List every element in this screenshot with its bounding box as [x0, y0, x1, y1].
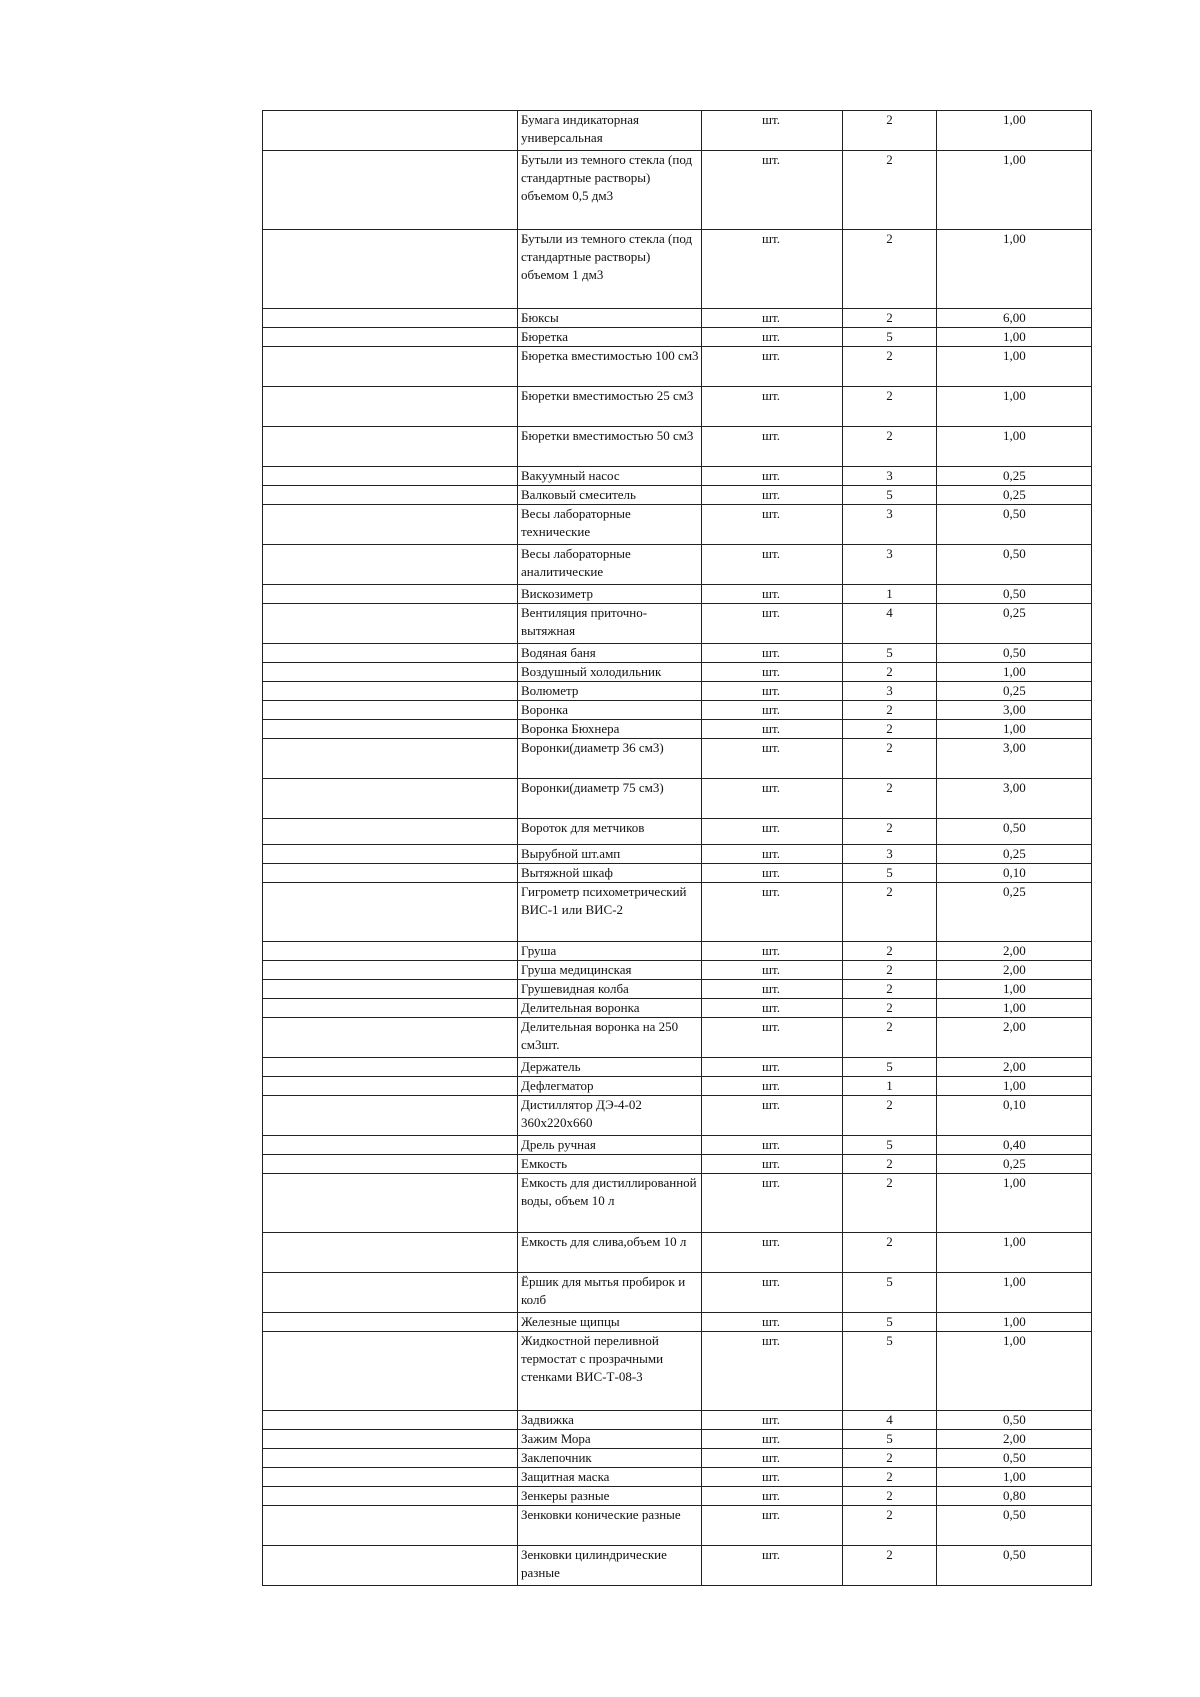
table-row: [263, 545, 1092, 585]
item-name-cell: Железные щипцы: [518, 1313, 702, 1332]
table-row: [263, 779, 1092, 819]
empty-cell: [263, 585, 518, 604]
quantity-cell: 2: [843, 1096, 937, 1136]
empty-cell: [263, 505, 518, 545]
table-row: [263, 819, 1092, 845]
quantity-cell: 5: [843, 1430, 937, 1449]
item-name-cell: Воронка Бюхнера: [518, 720, 702, 739]
table-row: [263, 1487, 1092, 1506]
item-name-cell: Бюретки вместимостью 25 см3: [518, 387, 702, 427]
item-name-cell: Груша медицинская: [518, 961, 702, 980]
empty-cell: [263, 999, 518, 1018]
quantity-cell: 5: [843, 1058, 937, 1077]
table-row: [263, 961, 1092, 980]
empty-cell: [263, 779, 518, 819]
value-cell: 0,50: [937, 585, 1092, 604]
unit-cell: шт.: [702, 505, 843, 545]
unit-cell: шт.: [702, 739, 843, 779]
value-cell: 0,25: [937, 883, 1092, 942]
value-cell: 6,00: [937, 309, 1092, 328]
value-cell: 1,00: [937, 1077, 1092, 1096]
item-name-cell: Зажим Мора: [518, 1430, 702, 1449]
table-row: [263, 151, 1092, 230]
unit-cell: шт.: [702, 980, 843, 999]
quantity-cell: 5: [843, 644, 937, 663]
value-cell: 0,10: [937, 864, 1092, 883]
empty-cell: [263, 739, 518, 779]
quantity-cell: 2: [843, 1155, 937, 1174]
empty-cell: [263, 387, 518, 427]
item-name-cell: Бумага индикаторная универсальная: [518, 111, 702, 151]
empty-cell: [263, 1506, 518, 1546]
unit-cell: шт.: [702, 151, 843, 230]
empty-cell: [263, 1468, 518, 1487]
item-name-cell: Делительная воронка на 250 см3шт.: [518, 1018, 702, 1058]
table-row: [263, 1155, 1092, 1174]
item-name-cell: Дефлегматор: [518, 1077, 702, 1096]
empty-cell: [263, 1546, 518, 1586]
table-row: [263, 427, 1092, 467]
table-row: [263, 347, 1092, 387]
empty-cell: [263, 1096, 518, 1136]
empty-cell: [263, 942, 518, 961]
value-cell: 0,40: [937, 1136, 1092, 1155]
empty-cell: [263, 486, 518, 505]
unit-cell: шт.: [702, 427, 843, 467]
value-cell: 2,00: [937, 942, 1092, 961]
unit-cell: шт.: [702, 644, 843, 663]
item-name-cell: Держатель: [518, 1058, 702, 1077]
quantity-cell: 1: [843, 1077, 937, 1096]
item-name-cell: Бюретки вместимостью 50 см3: [518, 427, 702, 467]
quantity-cell: 2: [843, 883, 937, 942]
unit-cell: шт.: [702, 328, 843, 347]
item-name-cell: Вентиляция приточно-вытяжная: [518, 604, 702, 644]
table-row: [263, 111, 1092, 151]
item-name-cell: Емкость: [518, 1155, 702, 1174]
value-cell: 1,00: [937, 663, 1092, 682]
quantity-cell: 2: [843, 1487, 937, 1506]
value-cell: 0,50: [937, 819, 1092, 845]
unit-cell: шт.: [702, 779, 843, 819]
quantity-cell: 2: [843, 1449, 937, 1468]
table-row: [263, 309, 1092, 328]
quantity-cell: 2: [843, 942, 937, 961]
unit-cell: шт.: [702, 1468, 843, 1487]
item-name-cell: Емкость для слива,объем 10 л: [518, 1233, 702, 1273]
unit-cell: шт.: [702, 1174, 843, 1233]
empty-cell: [263, 819, 518, 845]
item-name-cell: Бюксы: [518, 309, 702, 328]
empty-cell: [263, 1174, 518, 1233]
empty-cell: [263, 1273, 518, 1313]
unit-cell: шт.: [702, 486, 843, 505]
unit-cell: шт.: [702, 1411, 843, 1430]
item-name-cell: Вороток для метчиков: [518, 819, 702, 845]
item-name-cell: Воронки(диаметр 36 см3): [518, 739, 702, 779]
table-row: [263, 999, 1092, 1018]
empty-cell: [263, 1487, 518, 1506]
table-row: [263, 942, 1092, 961]
empty-cell: [263, 1155, 518, 1174]
item-name-cell: Грушевидная колба: [518, 980, 702, 999]
value-cell: 3,00: [937, 739, 1092, 779]
quantity-cell: 5: [843, 1273, 937, 1313]
quantity-cell: 2: [843, 701, 937, 720]
table-row: [263, 1430, 1092, 1449]
table-row: [263, 604, 1092, 644]
table-row: [263, 328, 1092, 347]
unit-cell: шт.: [702, 545, 843, 585]
quantity-cell: 2: [843, 1506, 937, 1546]
item-name-cell: Воронки(диаметр 75 см3): [518, 779, 702, 819]
value-cell: 1,00: [937, 230, 1092, 309]
empty-cell: [263, 1313, 518, 1332]
quantity-cell: 2: [843, 1546, 937, 1586]
value-cell: 1,00: [937, 427, 1092, 467]
value-cell: 0,10: [937, 1096, 1092, 1136]
unit-cell: шт.: [702, 1273, 843, 1313]
item-name-cell: Весы лабораторные технические: [518, 505, 702, 545]
empty-cell: [263, 1136, 518, 1155]
value-cell: 1,00: [937, 1468, 1092, 1487]
quantity-cell: 2: [843, 739, 937, 779]
unit-cell: шт.: [702, 701, 843, 720]
unit-cell: шт.: [702, 111, 843, 151]
unit-cell: шт.: [702, 1136, 843, 1155]
unit-cell: шт.: [702, 1155, 843, 1174]
quantity-cell: 2: [843, 230, 937, 309]
value-cell: 2,00: [937, 1430, 1092, 1449]
value-cell: 1,00: [937, 151, 1092, 230]
item-name-cell: Водяная баня: [518, 644, 702, 663]
empty-cell: [263, 845, 518, 864]
table-row: [263, 1449, 1092, 1468]
quantity-cell: 2: [843, 1468, 937, 1487]
table-row: [263, 1468, 1092, 1487]
item-name-cell: Волюметр: [518, 682, 702, 701]
value-cell: 1,00: [937, 720, 1092, 739]
value-cell: 0,25: [937, 682, 1092, 701]
unit-cell: шт.: [702, 1233, 843, 1273]
quantity-cell: 1: [843, 585, 937, 604]
table-row: [263, 387, 1092, 427]
item-name-cell: Бюретка: [518, 328, 702, 347]
quantity-cell: 2: [843, 347, 937, 387]
table-row: [263, 1018, 1092, 1058]
value-cell: 2,00: [937, 1018, 1092, 1058]
unit-cell: шт.: [702, 1546, 843, 1586]
empty-cell: [263, 663, 518, 682]
value-cell: 0,80: [937, 1487, 1092, 1506]
value-cell: 0,25: [937, 1155, 1092, 1174]
table-row: [263, 1096, 1092, 1136]
empty-cell: [263, 427, 518, 467]
value-cell: 0,50: [937, 644, 1092, 663]
item-name-cell: Зенковки конические разные: [518, 1506, 702, 1546]
item-name-cell: Гигрометр психометрический ВИС-1 или ВИС-2: [518, 883, 702, 942]
table-row: [263, 505, 1092, 545]
empty-cell: [263, 328, 518, 347]
unit-cell: шт.: [702, 1487, 843, 1506]
empty-cell: [263, 347, 518, 387]
value-cell: 1,00: [937, 1313, 1092, 1332]
value-cell: 1,00: [937, 1332, 1092, 1411]
table-row: [263, 720, 1092, 739]
quantity-cell: 2: [843, 720, 937, 739]
empty-cell: [263, 230, 518, 309]
quantity-cell: 5: [843, 328, 937, 347]
value-cell: 0,25: [937, 486, 1092, 505]
unit-cell: шт.: [702, 1449, 843, 1468]
value-cell: 1,00: [937, 347, 1092, 387]
unit-cell: шт.: [702, 999, 843, 1018]
item-name-cell: Емкость для дистиллированной воды, объем 10 л: [518, 1174, 702, 1233]
quantity-cell: 2: [843, 1174, 937, 1233]
unit-cell: шт.: [702, 942, 843, 961]
quantity-cell: 3: [843, 505, 937, 545]
value-cell: 3,00: [937, 701, 1092, 720]
unit-cell: шт.: [702, 1058, 843, 1077]
table-row: [263, 1233, 1092, 1273]
empty-cell: [263, 883, 518, 942]
unit-cell: шт.: [702, 309, 843, 328]
empty-cell: [263, 1058, 518, 1077]
table-row: [263, 1174, 1092, 1233]
value-cell: 3,00: [937, 779, 1092, 819]
table-row: [263, 701, 1092, 720]
unit-cell: шт.: [702, 961, 843, 980]
value-cell: 0,25: [937, 604, 1092, 644]
unit-cell: шт.: [702, 347, 843, 387]
table-row: [263, 486, 1092, 505]
table-row: [263, 739, 1092, 779]
item-name-cell: Груша: [518, 942, 702, 961]
quantity-cell: 4: [843, 1411, 937, 1430]
quantity-cell: 2: [843, 387, 937, 427]
value-cell: 1,00: [937, 387, 1092, 427]
table-row: [263, 467, 1092, 486]
unit-cell: шт.: [702, 663, 843, 682]
empty-cell: [263, 1449, 518, 1468]
unit-cell: шт.: [702, 1018, 843, 1058]
item-name-cell: Весы лабораторные аналитические: [518, 545, 702, 585]
unit-cell: шт.: [702, 1077, 843, 1096]
empty-cell: [263, 864, 518, 883]
unit-cell: шт.: [702, 230, 843, 309]
item-name-cell: Жидкостной переливной термостат с прозрачными стенками ВИС-Т-08-3: [518, 1332, 702, 1411]
quantity-cell: 5: [843, 1136, 937, 1155]
item-name-cell: Вакуумный насос: [518, 467, 702, 486]
item-name-cell: Защитная маска: [518, 1468, 702, 1487]
empty-cell: [263, 720, 518, 739]
equipment-table: [262, 110, 1092, 1586]
quantity-cell: 2: [843, 999, 937, 1018]
item-name-cell: Бутыли из темного стекла (под стандартные растворы) объемом 0,5 дм3: [518, 151, 702, 230]
quantity-cell: 2: [843, 111, 937, 151]
table-row: [263, 1058, 1092, 1077]
item-name-cell: Зенковки цилиндрические разные: [518, 1546, 702, 1586]
quantity-cell: 2: [843, 961, 937, 980]
unit-cell: шт.: [702, 1313, 843, 1332]
quantity-cell: 3: [843, 545, 937, 585]
unit-cell: шт.: [702, 387, 843, 427]
table-row: [263, 1273, 1092, 1313]
quantity-cell: 2: [843, 309, 937, 328]
quantity-cell: 3: [843, 467, 937, 486]
table-row: [263, 980, 1092, 999]
table-row: [263, 644, 1092, 663]
quantity-cell: 2: [843, 819, 937, 845]
empty-cell: [263, 467, 518, 486]
table-row: [263, 230, 1092, 309]
unit-cell: шт.: [702, 819, 843, 845]
unit-cell: шт.: [702, 845, 843, 864]
value-cell: 0,50: [937, 545, 1092, 585]
quantity-cell: 4: [843, 604, 937, 644]
table-row: [263, 682, 1092, 701]
value-cell: 0,50: [937, 1546, 1092, 1586]
value-cell: 1,00: [937, 1233, 1092, 1273]
item-name-cell: Задвижка: [518, 1411, 702, 1430]
quantity-cell: 2: [843, 779, 937, 819]
unit-cell: шт.: [702, 467, 843, 486]
empty-cell: [263, 980, 518, 999]
quantity-cell: 2: [843, 151, 937, 230]
empty-cell: [263, 961, 518, 980]
unit-cell: шт.: [702, 720, 843, 739]
empty-cell: [263, 644, 518, 663]
table-row: [263, 883, 1092, 942]
unit-cell: шт.: [702, 1332, 843, 1411]
item-name-cell: Дистиллятор ДЭ-4-02 360x220x660: [518, 1096, 702, 1136]
value-cell: 0,50: [937, 1449, 1092, 1468]
unit-cell: шт.: [702, 604, 843, 644]
item-name-cell: Ёршик для мытья пробирок и колб: [518, 1273, 702, 1313]
item-name-cell: Делительная воронка: [518, 999, 702, 1018]
quantity-cell: 2: [843, 427, 937, 467]
quantity-cell: 5: [843, 1332, 937, 1411]
item-name-cell: Дрель ручная: [518, 1136, 702, 1155]
quantity-cell: 5: [843, 1313, 937, 1332]
value-cell: 0,50: [937, 505, 1092, 545]
table-row: [263, 1411, 1092, 1430]
unit-cell: шт.: [702, 682, 843, 701]
item-name-cell: Воронка: [518, 701, 702, 720]
value-cell: 1,00: [937, 328, 1092, 347]
quantity-cell: 2: [843, 980, 937, 999]
table-row: [263, 845, 1092, 864]
unit-cell: шт.: [702, 1430, 843, 1449]
empty-cell: [263, 604, 518, 644]
empty-cell: [263, 1332, 518, 1411]
equipment-table-body: [263, 111, 1092, 1586]
empty-cell: [263, 1411, 518, 1430]
unit-cell: шт.: [702, 585, 843, 604]
item-name-cell: Зенкеры разные: [518, 1487, 702, 1506]
table-row: [263, 1546, 1092, 1586]
item-name-cell: Валковый смеситель: [518, 486, 702, 505]
table-row: [263, 1506, 1092, 1546]
value-cell: 1,00: [937, 980, 1092, 999]
unit-cell: шт.: [702, 883, 843, 942]
empty-cell: [263, 309, 518, 328]
quantity-cell: 2: [843, 1233, 937, 1273]
unit-cell: шт.: [702, 1506, 843, 1546]
table-row: [263, 1332, 1092, 1411]
empty-cell: [263, 1430, 518, 1449]
value-cell: 1,00: [937, 1174, 1092, 1233]
value-cell: 1,00: [937, 999, 1092, 1018]
item-name-cell: Заклепочник: [518, 1449, 702, 1468]
quantity-cell: 5: [843, 486, 937, 505]
unit-cell: шт.: [702, 864, 843, 883]
value-cell: 1,00: [937, 1273, 1092, 1313]
quantity-cell: 2: [843, 1018, 937, 1058]
quantity-cell: 3: [843, 845, 937, 864]
table-row: [263, 1136, 1092, 1155]
value-cell: 1,00: [937, 111, 1092, 151]
table-row: [263, 1077, 1092, 1096]
empty-cell: [263, 1018, 518, 1058]
table-row: [263, 864, 1092, 883]
empty-cell: [263, 682, 518, 701]
value-cell: 2,00: [937, 1058, 1092, 1077]
empty-cell: [263, 701, 518, 720]
empty-cell: [263, 1233, 518, 1273]
value-cell: 0,50: [937, 1411, 1092, 1430]
item-name-cell: Вытяжной шкаф: [518, 864, 702, 883]
empty-cell: [263, 1077, 518, 1096]
unit-cell: шт.: [702, 1096, 843, 1136]
item-name-cell: Воздушный холодильник: [518, 663, 702, 682]
value-cell: 0,25: [937, 845, 1092, 864]
quantity-cell: 2: [843, 663, 937, 682]
value-cell: 0,50: [937, 1506, 1092, 1546]
item-name-cell: Вырубной шт.амп: [518, 845, 702, 864]
table-row: [263, 1313, 1092, 1332]
empty-cell: [263, 111, 518, 151]
table-row: [263, 585, 1092, 604]
item-name-cell: Бутыли из темного стекла (под стандартные растворы) объемом 1 дм3: [518, 230, 702, 309]
value-cell: 0,25: [937, 467, 1092, 486]
empty-cell: [263, 545, 518, 585]
item-name-cell: Вискозиметр: [518, 585, 702, 604]
item-name-cell: Бюретка вместимостью 100 см3: [518, 347, 702, 387]
value-cell: 2,00: [937, 961, 1092, 980]
quantity-cell: 3: [843, 682, 937, 701]
quantity-cell: 5: [843, 864, 937, 883]
empty-cell: [263, 151, 518, 230]
table-row: [263, 663, 1092, 682]
